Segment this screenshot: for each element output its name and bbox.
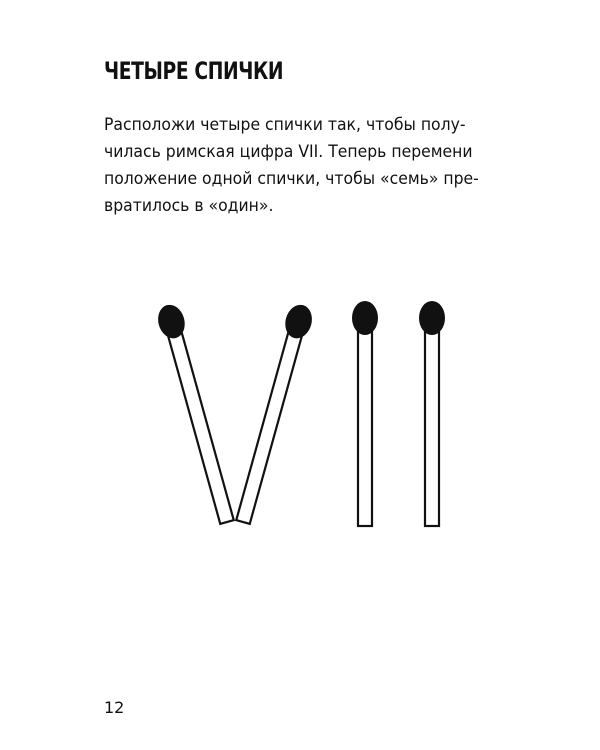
match-left-diagonal [154, 302, 239, 526]
page-number: 12 [104, 698, 125, 717]
puzzle-text-line: чилась римская цифра VII. Теперь перемени [104, 142, 473, 162]
match-vertical-second [419, 301, 445, 526]
match-vertical-first [352, 301, 378, 526]
match-right-diagonal [230, 302, 315, 526]
puzzle-text-line: вратилось в «один». [104, 196, 274, 216]
puzzle-text-line: положение одной спички, чтобы «семь» пре- [104, 169, 479, 189]
puzzle-text-line: Расположи четыре спички так, чтобы полу- [104, 115, 466, 135]
page-title: ЧЕТЫРЕ СПИЧКИ [104, 57, 284, 85]
